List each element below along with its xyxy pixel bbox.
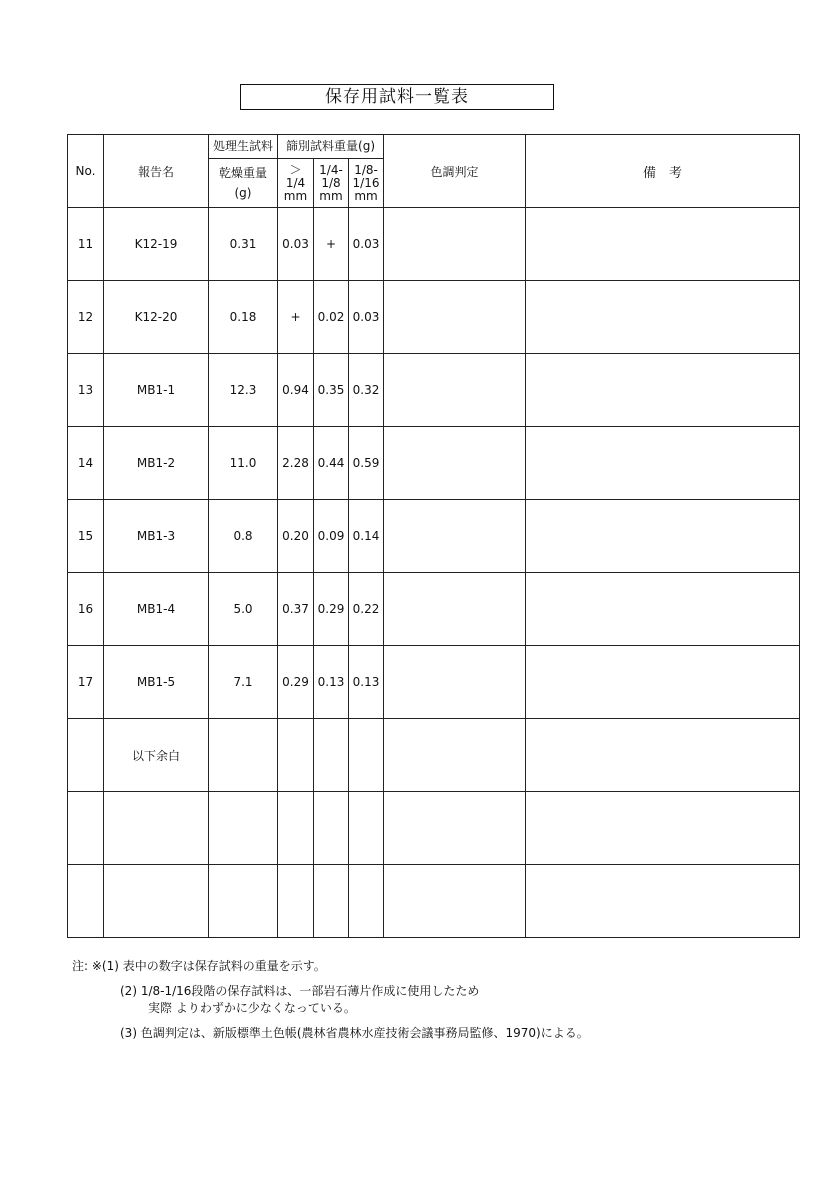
- table-row: [68, 865, 800, 938]
- cell-remarks: [526, 281, 800, 354]
- cell-remarks: [526, 719, 800, 792]
- cell-color: [384, 646, 526, 719]
- cell-remarks: [526, 208, 800, 281]
- cell-sieve-1: [278, 865, 314, 938]
- page-title: [240, 84, 554, 110]
- cell-sieve-2: [314, 719, 349, 792]
- cell-sieve-3: [349, 792, 384, 865]
- cell-dry-weight: 0.18: [209, 281, 278, 354]
- cell-sieve-1: +: [278, 281, 314, 354]
- cell-sieve-3: 0.14: [349, 500, 384, 573]
- cell-color: [384, 281, 526, 354]
- sieve-col-3-line2: 1/16: [352, 175, 380, 190]
- note-3-text: 色調判定は、新版標準土色帳(農林省農林水産技術会議事務局監修、1970)による。: [140, 1026, 589, 1040]
- note-1: [72, 958, 812, 975]
- note-2-number: (2): [120, 984, 137, 998]
- table-row: [68, 719, 800, 792]
- header-dry-weight-top: 処理生試料: [209, 135, 278, 159]
- cell-report-name: 以下余白: [104, 719, 209, 792]
- table-row: [68, 281, 800, 354]
- cell-sieve-2: 0.29: [314, 573, 349, 646]
- cell-no: 12: [68, 281, 104, 354]
- note-prefix: 注: ※(1): [72, 959, 119, 973]
- cell-sieve-1: 2.28: [278, 427, 314, 500]
- table-row: [68, 646, 800, 719]
- cell-report-name: MB1-5: [104, 646, 209, 719]
- table-row: [68, 208, 800, 281]
- cell-sieve-1: [278, 792, 314, 865]
- sieve-col-1-line1: ＞: [289, 162, 302, 177]
- note-2-continued: [72, 1000, 812, 1017]
- header-report-name: 報告名: [104, 135, 209, 208]
- header-dry-weight-sub: [209, 159, 278, 208]
- header-dry-weight-mid: 乾燥重量: [218, 166, 267, 180]
- cell-report-name: MB1-2: [104, 427, 209, 500]
- cell-dry-weight: 12.3: [209, 354, 278, 427]
- sieve-col-2-line1: 1/4-: [319, 162, 343, 177]
- sieve-col-1-line3: mm: [283, 188, 308, 203]
- cell-sieve-3: 0.22: [349, 573, 384, 646]
- header-sieve-col-1: [278, 159, 314, 208]
- cell-sieve-1: 0.29: [278, 646, 314, 719]
- cell-report-name: K12-19: [104, 208, 209, 281]
- header-sieve-group: 篩別試料重量(g): [278, 135, 384, 159]
- cell-dry-weight: 0.31: [209, 208, 278, 281]
- cell-sieve-1: 0.03: [278, 208, 314, 281]
- cell-color: [384, 354, 526, 427]
- table-row: [68, 500, 800, 573]
- page-title-text: 保存用試料一覧表: [325, 87, 469, 107]
- cell-sieve-2: 0.35: [314, 354, 349, 427]
- cell-sieve-3: 0.32: [349, 354, 384, 427]
- sieve-col-1-line2: 1/4: [285, 175, 306, 190]
- cell-sieve-3: 0.59: [349, 427, 384, 500]
- cell-no: [68, 865, 104, 938]
- cell-no: 16: [68, 573, 104, 646]
- cell-color: [384, 500, 526, 573]
- cell-color: [384, 427, 526, 500]
- sieve-col-3-line3: mm: [354, 188, 378, 203]
- sieve-col-3-line1: 1/8-: [354, 162, 378, 177]
- cell-remarks: [526, 354, 800, 427]
- cell-color: [384, 719, 526, 792]
- cell-no: 17: [68, 646, 104, 719]
- table-row: [68, 427, 800, 500]
- cell-remarks: [526, 792, 800, 865]
- cell-dry-weight: [209, 719, 278, 792]
- header-color: 色調判定: [384, 135, 526, 208]
- cell-no: 13: [68, 354, 104, 427]
- cell-report-name: MB1-1: [104, 354, 209, 427]
- cell-no: [68, 792, 104, 865]
- cell-sieve-3: 0.13: [349, 646, 384, 719]
- cell-sieve-2: 0.13: [314, 646, 349, 719]
- cell-color: [384, 865, 526, 938]
- cell-sieve-3: 0.03: [349, 208, 384, 281]
- cell-report-name: K12-20: [104, 281, 209, 354]
- note-3-number: (3): [120, 1026, 137, 1040]
- cell-sieve-3: 0.03: [349, 281, 384, 354]
- table-row: [68, 792, 800, 865]
- cell-sieve-2: 0.09: [314, 500, 349, 573]
- cell-dry-weight: [209, 865, 278, 938]
- sieve-col-2-line2: 1/8: [321, 175, 341, 190]
- cell-dry-weight: 7.1: [209, 646, 278, 719]
- cell-no: 11: [68, 208, 104, 281]
- note-2: [72, 983, 812, 1000]
- note-2-text-line2: 実際 よりわずかに少なくなっている。: [148, 1001, 356, 1015]
- cell-color: [384, 792, 526, 865]
- cell-dry-weight: [209, 792, 278, 865]
- sample-table: [67, 134, 800, 938]
- cell-sieve-2: [314, 865, 349, 938]
- cell-no: [68, 719, 104, 792]
- cell-dry-weight: 5.0: [209, 573, 278, 646]
- cell-report-name: [104, 792, 209, 865]
- header-dry-weight-unit: (g): [234, 186, 252, 200]
- header-sieve-col-2: [314, 159, 349, 208]
- sieve-col-2-line3: mm: [319, 188, 343, 203]
- cell-sieve-2: 0.02: [314, 281, 349, 354]
- cell-sieve-2: [314, 792, 349, 865]
- note-3: [72, 1025, 812, 1042]
- cell-dry-weight: 0.8: [209, 500, 278, 573]
- header-no: No.: [68, 135, 104, 208]
- cell-remarks: [526, 500, 800, 573]
- header-remarks: 備 考: [526, 135, 800, 208]
- cell-sieve-1: 0.37: [278, 573, 314, 646]
- cell-sieve-3: [349, 719, 384, 792]
- note-2-text-line1: 1/8-1/16段階の保存試料は、一部岩石薄片作成に使用したため: [140, 984, 480, 998]
- cell-report-name: MB1-4: [104, 573, 209, 646]
- cell-dry-weight: 11.0: [209, 427, 278, 500]
- cell-remarks: [526, 646, 800, 719]
- cell-report-name: MB1-3: [104, 500, 209, 573]
- cell-no: 14: [68, 427, 104, 500]
- cell-sieve-1: 0.20: [278, 500, 314, 573]
- cell-sieve-1: 0.94: [278, 354, 314, 427]
- cell-color: [384, 573, 526, 646]
- cell-sieve-2: 0.44: [314, 427, 349, 500]
- cell-report-name: [104, 865, 209, 938]
- cell-color: [384, 208, 526, 281]
- note-1-text: 表中の数字は保存試料の重量を示す。: [122, 959, 326, 973]
- cell-remarks: [526, 573, 800, 646]
- cell-sieve-3: [349, 865, 384, 938]
- header-sieve-col-3: [349, 159, 384, 208]
- cell-no: 15: [68, 500, 104, 573]
- header-row-1: [68, 135, 800, 159]
- table-row: [68, 573, 800, 646]
- table-row: [68, 354, 800, 427]
- cell-sieve-1: [278, 719, 314, 792]
- cell-sieve-2: +: [314, 208, 349, 281]
- notes-section: [72, 958, 812, 1042]
- cell-remarks: [526, 427, 800, 500]
- cell-remarks: [526, 865, 800, 938]
